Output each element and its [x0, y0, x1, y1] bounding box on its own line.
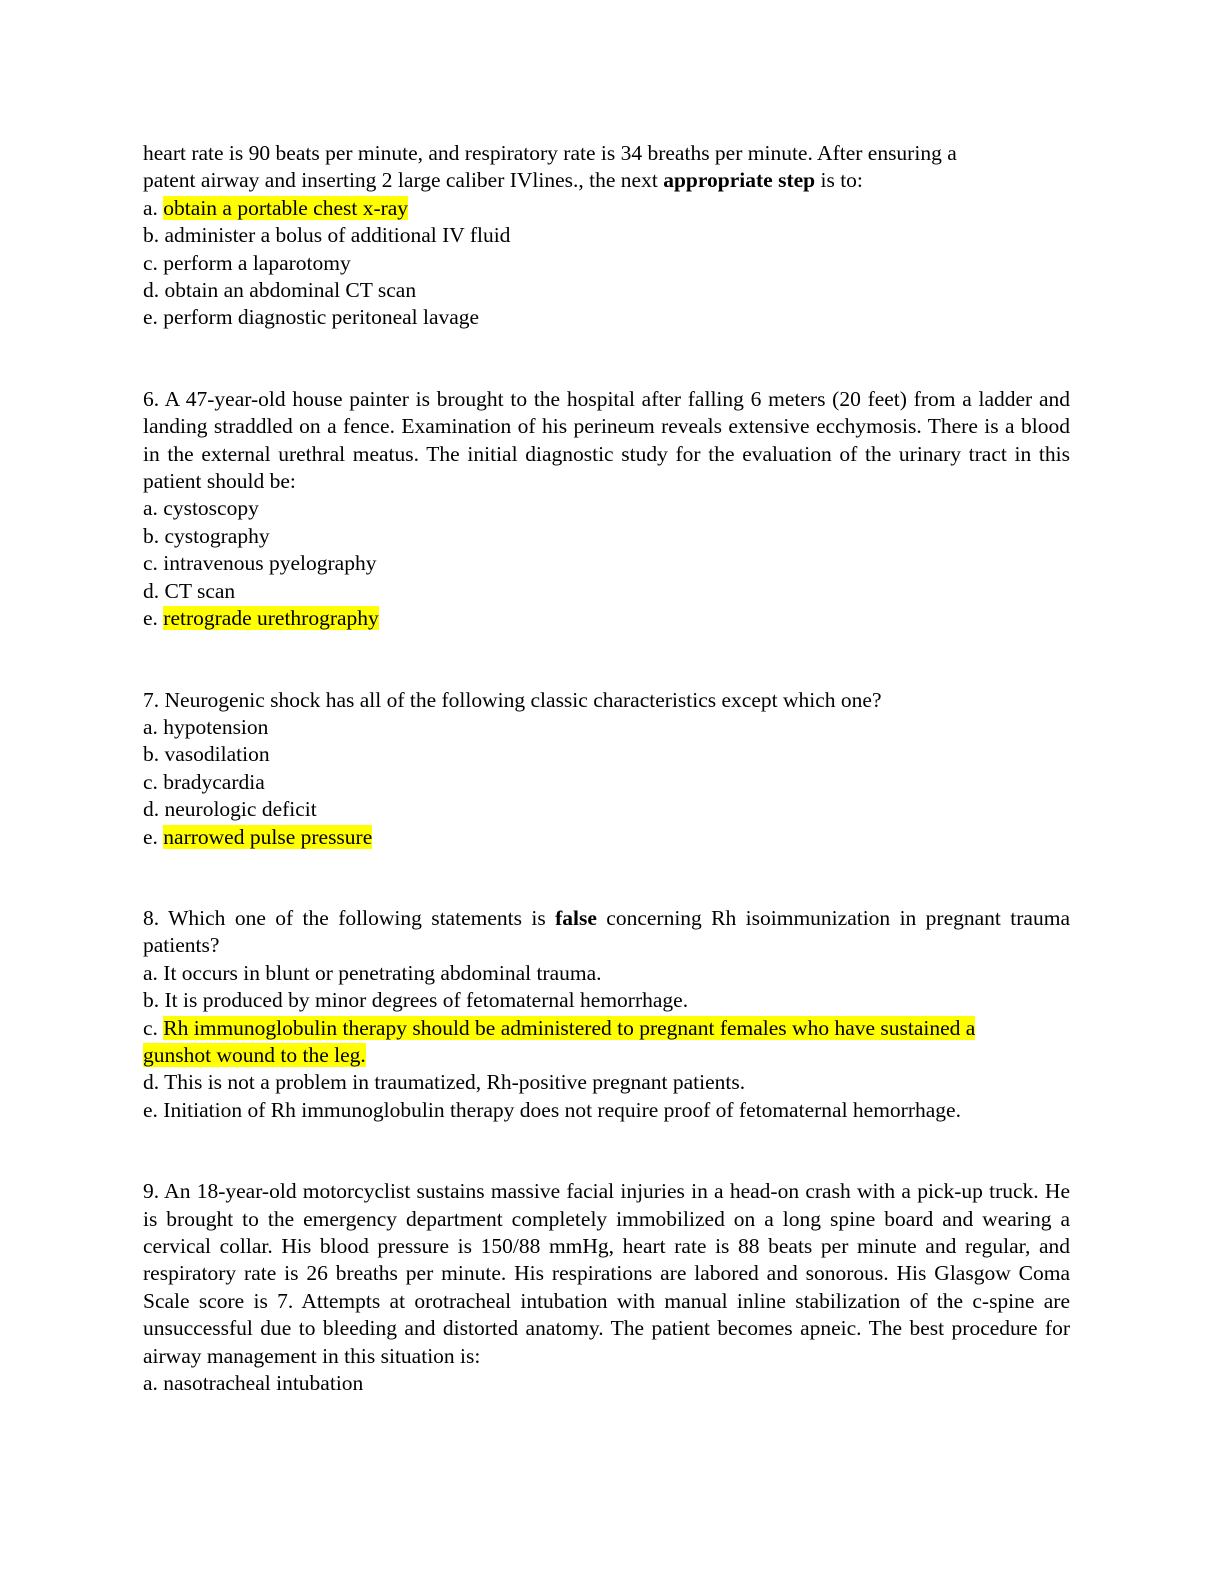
q5-stem-line-1: heart rate is 90 beats per minute, and respiratory rate is 34 breaths per minute. After ensuring a — [143, 141, 957, 165]
spacer — [143, 332, 1070, 386]
q6-option-c: c. intravenous pyelography — [143, 551, 377, 576]
q8-option-c-highlight-2: gunshot wound to the leg. — [143, 1042, 366, 1067]
q8-bold-word: false — [555, 905, 597, 930]
q6-option-e: e. retrograde urethrography — [143, 606, 379, 631]
q6-stem: 6. A 47-year-old house painter is brought to the hospital after falling 6 meters (20 feet) from a ladder and landing straddled on a fence. Examination of his perineum reveals extensive ecchymosis. There is a blood in the external urethral meatus. The initial diagnostic study for the evaluation of the urinary tract in this patient should be: — [143, 386, 1070, 494]
q8-option-d: d. This is not a problem in traumatized, Rh-positive pregnant patients. — [143, 1070, 746, 1095]
q8-option-c-line-2 — [143, 1042, 1070, 1069]
q8-option-c-line-1: c. Rh immunoglobulin therapy should be administered to pregnant females who have sustained a — [143, 1015, 976, 1040]
q5-option-c: c. perform a laparotomy — [143, 250, 351, 275]
q8-option-e: e. Initiation of Rh immunoglobulin therapy does not require proof of fetomaternal hemorrhage. — [143, 1097, 961, 1122]
spacer — [143, 633, 1070, 687]
q5-option-a-highlight: obtain a portable chest x-ray — [163, 195, 409, 220]
q6-option-d: d. CT scan — [143, 578, 236, 603]
q5-option-e: e. perform diagnostic peritoneal lavage — [143, 305, 480, 330]
q8-stem: 8. Which one of the following statements is false concerning Rh isoimmunization in pregnant trauma patients? — [143, 905, 1070, 958]
q8-option-b: b. It is produced by minor degrees of fetomaternal hemorrhage. — [143, 988, 689, 1013]
q6-option-e-highlight: retrograde urethrography — [163, 606, 379, 631]
q5-stem-line-2: patent airway and inserting 2 large caliber IVlines., the next appropriate step is to: — [143, 168, 863, 193]
question-7 — [143, 687, 1070, 851]
q9-stem: 9. An 18-year-old motorcyclist sustains massive facial injuries in a head-on crash with a pick-up truck. He is brought to the emergency department completely immobilized on a long spine board and wearing a cervical collar. His blood pressure is 150/88 mmHg, heart rate is 88 beats per minute and regular, and respiratory rate is 26 breaths per minute. His respirations are labored and sonorous. His Glasgow Coma Scale score is 7. Attempts at orotracheal intubation with manual inline stabilization of the c-spine are unsuccessful due to bleeding and distorted anatomy. The patient becomes apneic. The best procedure for airway management in this situation is: — [143, 1179, 1070, 1368]
question-6 — [143, 386, 1070, 633]
q7-option-e: e. narrowed pulse pressure — [143, 824, 373, 849]
question-9 — [143, 1178, 1070, 1397]
q8-option-a: a. It occurs in blunt or penetrating abdominal trauma. — [143, 960, 602, 985]
q7-option-e-highlight: narrowed pulse pressure — [163, 824, 373, 849]
q9-option-a: a. nasotracheal intubation — [143, 1371, 364, 1396]
q6-option-a: a. cystoscopy — [143, 496, 259, 521]
q7-option-d: d. neurologic deficit — [143, 797, 317, 822]
q6-option-b: b. cystography — [143, 523, 270, 548]
q8-option-c-highlight: Rh immunoglobulin therapy should be administered to pregnant females who have sustained a — [163, 1015, 976, 1040]
spacer — [143, 1124, 1070, 1178]
spacer — [143, 851, 1070, 905]
document-page — [143, 140, 1070, 1397]
question-8 — [143, 905, 1070, 1124]
q7-option-c: c. bradycardia — [143, 769, 265, 794]
q7-option-b: b. vasodilation — [143, 742, 270, 767]
q5-option-a: a. obtain a portable chest x-ray — [143, 195, 409, 220]
q5-option-b: b. administer a bolus of additional IV fluid — [143, 223, 511, 248]
q5-options — [143, 195, 1070, 332]
q7-option-a: a. hypotension — [143, 714, 269, 739]
question-5 — [143, 140, 1070, 332]
q5-option-d: d. obtain an abdominal CT scan — [143, 278, 417, 303]
q5-bold-phrase: appropriate step — [663, 168, 816, 193]
q7-stem: 7. Neurogenic shock has all of the following classic characteristics except which one? — [143, 687, 882, 712]
